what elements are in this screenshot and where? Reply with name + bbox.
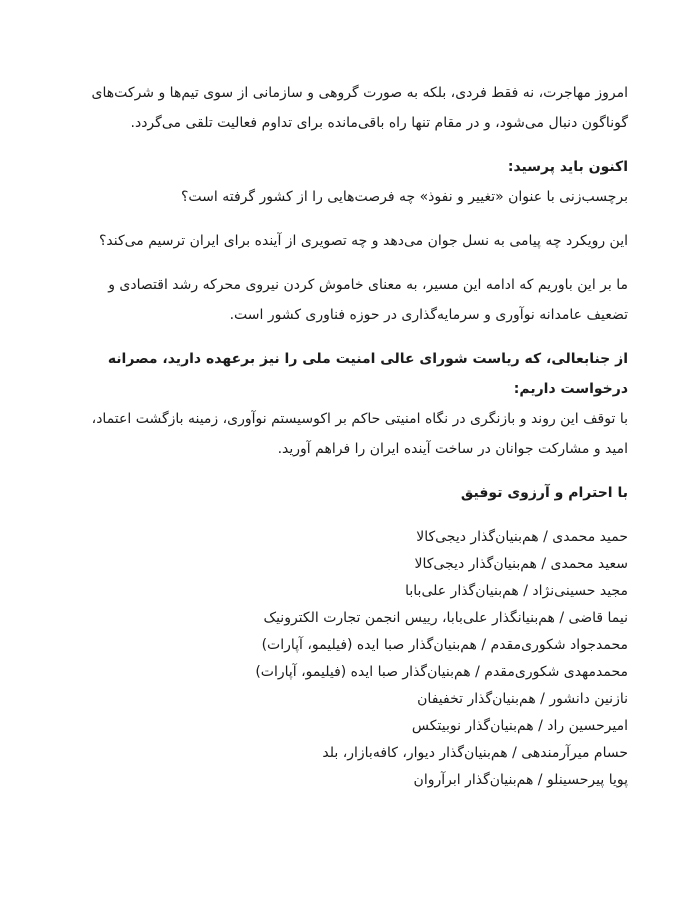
heading-ask: اکنون باید پرسید: <box>507 159 628 175</box>
paragraph-ask-question-2: این رویکرد چه پیامی به نسل جوان می‌دهد و چه تصویری از آینده برای ایران ترسیم می‌کند؟ <box>98 233 628 249</box>
paragraph-belief: ما بر این باوریم که ادامه این مسیر، به معنای خاموش کردن نیروی محرکه رشد اقتصادی و تضعیف عامدانه نوآوری و سرمایه‌گذاری در حوزه فناوری کشور است. <box>108 277 628 323</box>
paragraph-ask-question-1: برچسب‌زنی با عنوان «تغییر و نفوذ» چه فرصت‌هایی را از کشور گرفته است؟ <box>180 189 628 205</box>
signature-line: نیما قاضی / هم‌بنیانگذار علی‌بابا، رییس انجمن تجارت الکترونیک <box>263 610 628 626</box>
signature-line: محمدمهدی شکوری‌مقدم / هم‌بنیان‌گذار صبا ایده (فیلیمو، آپارات) <box>255 664 628 680</box>
heading-request: از جنابعالی، که ریاست شورای عالی امنیت ملی را نیز برعهده دارید، مصرانه درخواست داریم: <box>107 351 628 397</box>
signature-line: حمید محمدی / هم‌بنیان‌گذار دیجی‌کالا <box>416 529 628 545</box>
signature-line: نازنین دانشور / هم‌بنیان‌گذار تخفیفان <box>417 691 628 707</box>
signature-line: سعید محمدی / هم‌بنیان‌گذار دیجی‌کالا <box>414 556 628 572</box>
signature-line: محمدجواد شکوری‌مقدم / هم‌بنیان‌گذار صبا ایده (فیلیمو، آپارات) <box>261 637 628 653</box>
closing-regards: با احترام و آرزوی توفیق <box>460 485 628 501</box>
paragraph-migration: امروز مهاجرت، نه فقط فردی، بلکه به صورت گروهی و سازمانی از سوی تیم‌ها و شرکت‌های گوناگون دنبال می‌شود، و در مقام تنها راه باقی‌مانده برای تداوم فعالیت تلقی می‌گردد. <box>91 85 628 131</box>
signature-line: حسام میرآرمندهی / هم‌بنیان‌گذار دیوار، کافه‌بازار، بلد <box>322 745 628 761</box>
signature-line: مجید حسینی‌نژاد / هم‌بنیان‌گذار علی‌بابا <box>405 583 628 599</box>
signature-line: امیرحسین راد / هم‌بنیان‌گذار نوبیتکس <box>411 718 628 734</box>
signatures-list <box>67 524 628 794</box>
signature-line: پویا پیرحسینلو / هم‌بنیان‌گذار ابرآروان <box>413 772 628 788</box>
paragraph-request-body: با توقف این روند و بازنگری در نگاه امنیتی حاکم بر اکوسیستم نوآوری، زمینه بازگشت اعتماد، امید و مشارکت جوانان در ساخت آینده ایران را فراهم آورید. <box>91 411 628 457</box>
